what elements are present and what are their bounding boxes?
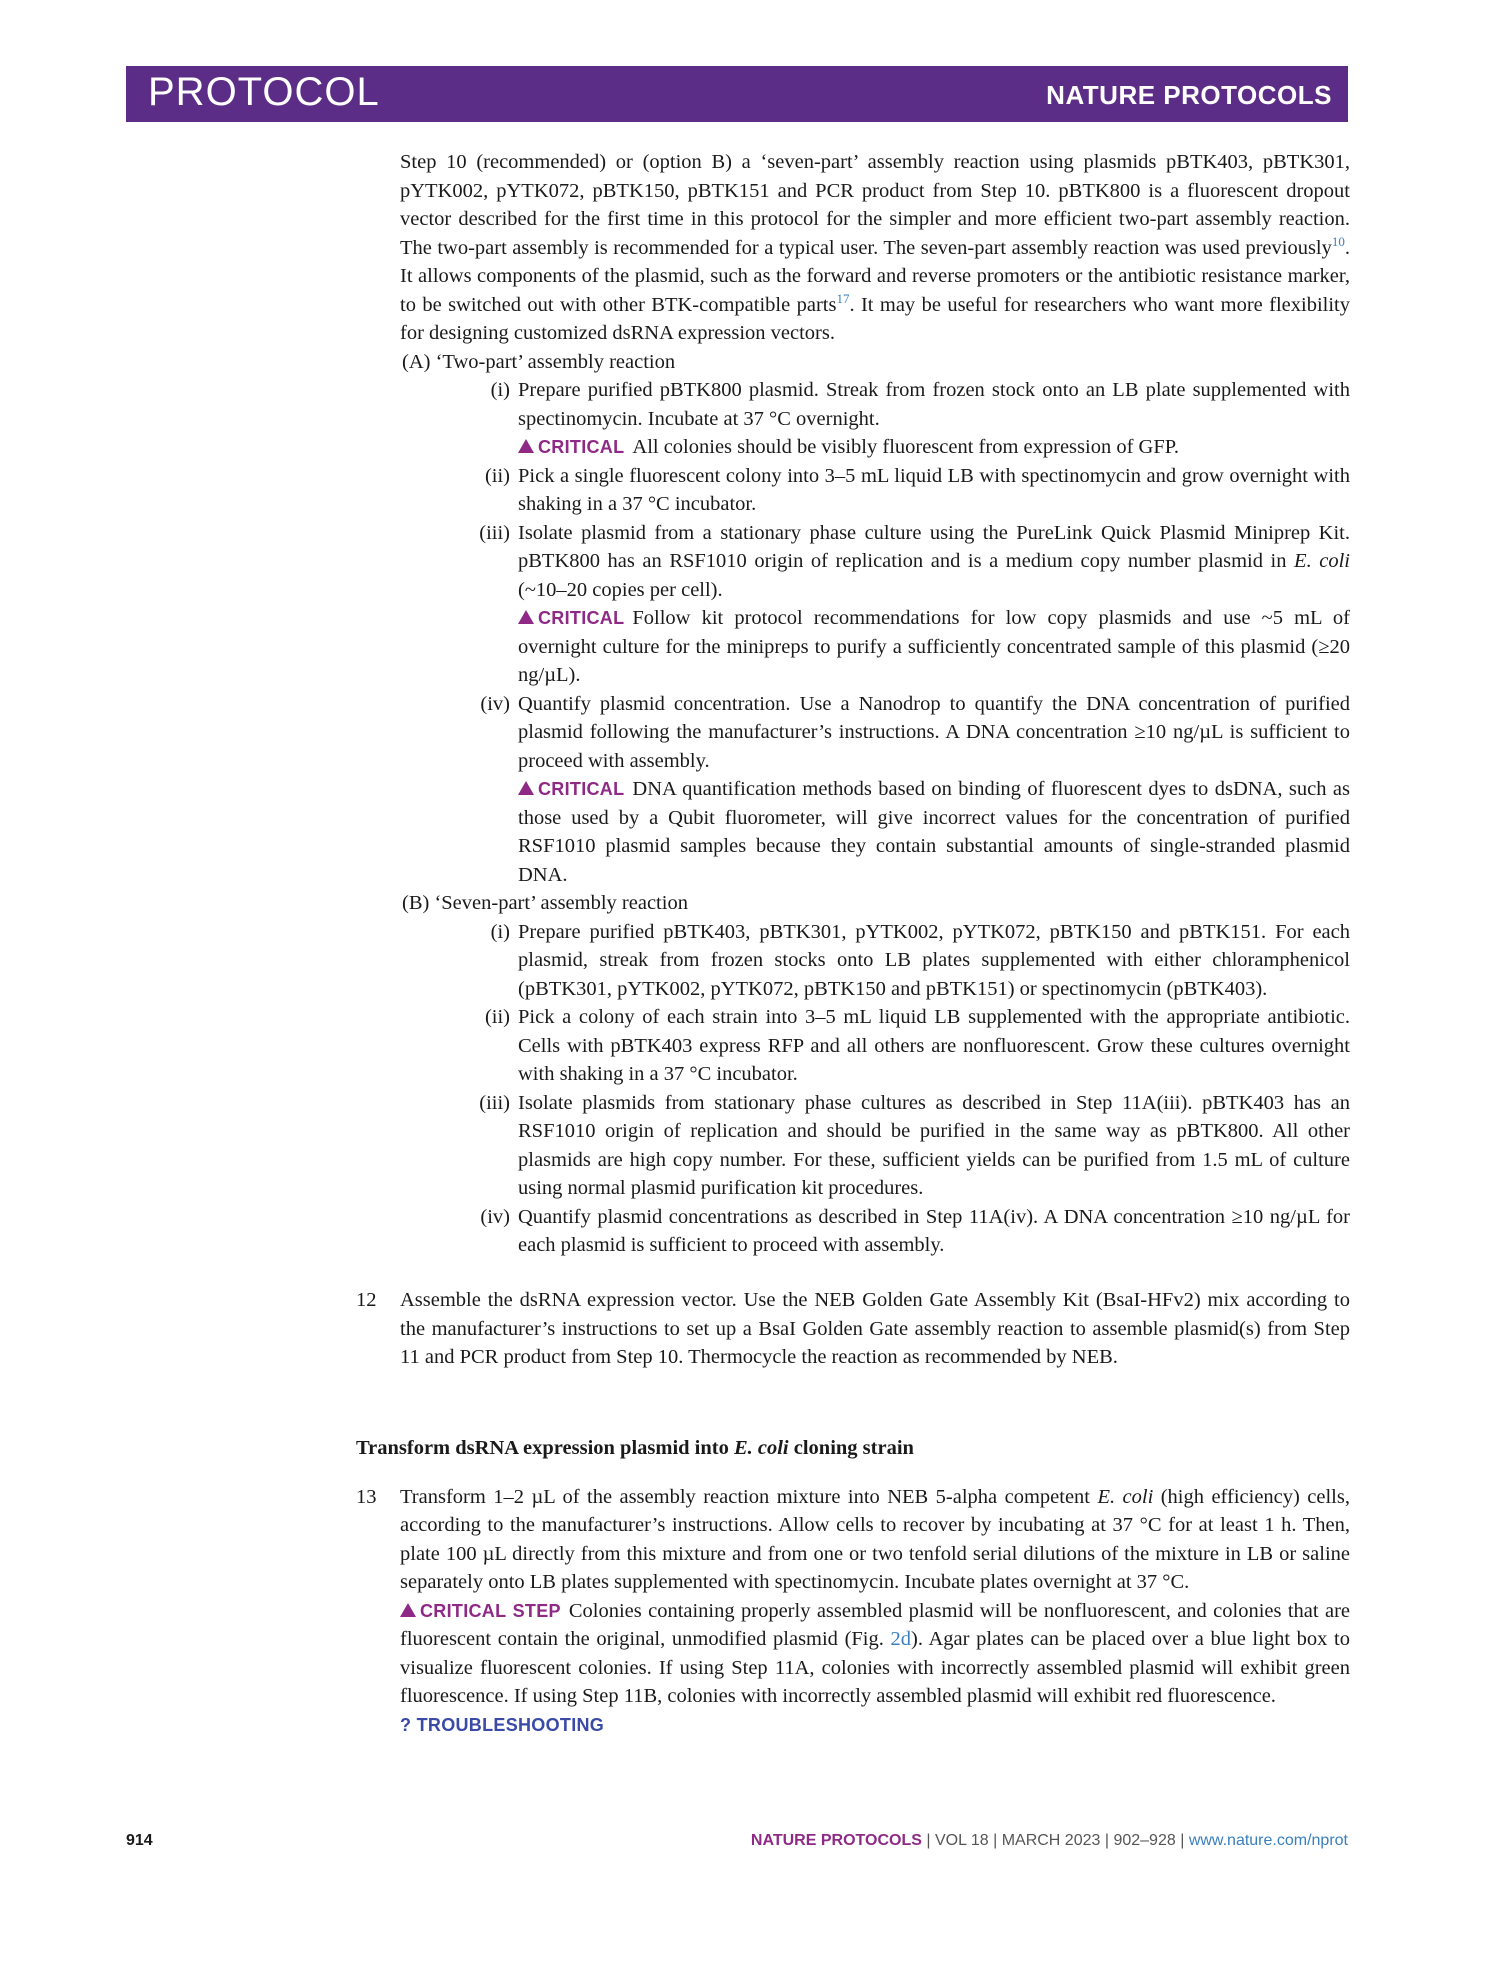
footer-citation [751,1832,1348,1850]
warning-triangle-icon [400,1603,416,1617]
critical-text: Colonies containing properly assembled plasmid will be nonfluorescent, and colonies that are fluorescent contain the original, unmodified plasmid (Fig. [400,1599,1350,1650]
step-12 [356,1286,1350,1372]
step-text: (high efficiency) cells, according to the manufacturer’s instructions. Allow cells to recover by incubating at 37 °C for at least 1 h. Then, plate 100 µL directly from this mixture and from one or two tenfold serial dilutions of the mixture in LB or saline separately onto LB plates supplemented with spectinomycin. Incubate plates overnight at 37 °C. [400,1485,1350,1593]
option-b-step-ii [400,1003,1350,1089]
option-b-heading: (B) ‘Seven-part’ assembly reaction [402,892,688,914]
lower-content [356,1286,1350,1739]
footer-url[interactable]: www.nature.com/nprot [1188,1832,1348,1849]
critical-text: All colonies should be visibly fluorescent from expression of GFP. [632,436,1179,458]
option-b-step-iii [400,1089,1350,1203]
step-text: Pick a single fluorescent colony into 3–5 mL liquid LB with spectinomycin and grow overnight with shaking in a 37 °C incubator. [518,464,1350,515]
troubleshooting-link[interactable]: ? TROUBLESHOOTING [400,1714,605,1735]
step-number: 13 [356,1485,377,1508]
intro-text-1: Step 10 (recommended) or (option B) a ‘seven-part’ assembly reaction using plasmids pBTK403, pBTK301, pYTK002, pYTK072, pBTK150, pBTK151 and PCR product from Step 10. pBTK800 is a fluorescent dropout vector described for the first time in this protocol for the simpler and more efficient two-part assembly reaction. The two-part assembly is recommended for a typical user. The seven-part assembly reaction was used previously [400,151,1350,259]
section-heading [356,1434,1350,1463]
step-text: Assemble the dsRNA expression vector. Use the NEB Golden Gate Assembly Kit (BsaI-HFv2) mix according to the manufacturer’s instructions to set up a BsaI Golden Gate assembly reaction to assemble plasmid(s) from Step 11 and PCR product from Step 10. Thermocycle the reaction as recommended by NEB. [400,1289,1350,1368]
step-number: 12 [356,1289,377,1311]
step-text: (~10–20 copies per cell). [518,578,723,601]
step-number: (ii) [484,464,510,487]
page-number: 914 [126,1832,153,1849]
figure-link[interactable]: 2d [890,1628,911,1650]
critical-step-note [356,1597,1350,1711]
citation-10[interactable]: 10 [1331,233,1345,249]
step-text: Transform 1–2 µL of the assembly reaction mixture into NEB 5-alpha competent [400,1485,1098,1508]
troubleshooting [356,1711,1350,1740]
step-number: (ii) [484,1006,510,1028]
intro-paragraph [400,148,1350,348]
step-number: (iii) [479,1091,510,1114]
critical-note [400,433,1350,462]
species-name: E. coli [733,1436,789,1459]
warning-triangle-icon [518,439,534,453]
header-banner [126,66,1348,122]
species-name: E. coli [1097,1485,1154,1508]
option-b-step-iv [400,1203,1350,1260]
footer-sep: | [993,1832,998,1849]
footer-date: MARCH 2023 [1001,1832,1101,1849]
critical-label: CRITICAL [538,608,625,628]
citation-17[interactable]: 17 [836,290,850,306]
footer-journal: NATURE PROTOCOLS [750,1832,922,1849]
main-content [400,148,1350,1260]
step-number: (i) [490,920,510,943]
step-text: Isolate plasmid from a stationary phase culture using the PureLink Quick Plasmid Miniprep Kit. pBTK800 has an RSF1010 origin of replication and is a medium copy number plasmid in [518,521,1350,572]
footer-sep: | [926,1832,931,1849]
critical-text: ). Agar plates can be placed over a blue light box to visualize fluorescent colonies. If using Step 11A, colonies with incorrectly assembled plasmid will exhibit green fluorescence. If using Step 11B, colonies with incorrectly assembled plasmid will exhibit red fluorescence. [400,1628,1350,1707]
option-a-heading: (A) ‘Two-part’ assembly reaction [402,350,676,373]
step-text: Isolate plasmids from stationary phase cultures as described in Step 11A(iii). pBTK403 has an RSF1010 origin of replication and should be purified in the same way as pBTK800. All other plasmids are high copy number. For these, sufficient yields can be purified from 1.5 mL of culture using normal plasmid purification kit procedures. [518,1091,1350,1199]
step-number: (iv) [480,692,510,715]
intro-text-3: . It may be useful for researchers who want more flexibility for designing customized dsRNA expression vectors. [400,293,1350,344]
critical-note [400,775,1350,889]
warning-triangle-icon [518,610,534,624]
critical-label: CRITICAL [538,779,625,799]
step-text: Quantify plasmid concentrations as described in Step 11A(iv). A DNA concentration ≥10 ng/µL for each plasmid is sufficient to proceed with assembly. [518,1205,1350,1256]
section-label: PROTOCOL [148,70,380,114]
step-number: (iii) [479,521,510,544]
step-number: (iv) [480,1205,510,1228]
step-number: (i) [490,379,510,401]
footer-sep: | [1180,1832,1185,1849]
section-heading-text: Transform dsRNA expression plasmid into [356,1436,734,1459]
option-a-step-i [400,376,1350,433]
step-text: Quantify plasmid concentration. Use a Nanodrop to quantify the DNA concentration of purified plasmid following the manufacturer’s instructions. A DNA concentration ≥10 ng/µL is sufficient to proceed with assembly. [518,692,1350,772]
warning-triangle-icon [518,781,534,795]
option-a-step-iii [400,519,1350,605]
footer-volume: VOL 18 [934,1832,989,1849]
step-text: Prepare purified pBTK800 plasmid. Streak from frozen stock onto an LB plate supplemented with spectinomycin. Incubate at 37 °C overnight. [518,379,1350,430]
footer-pages: 902–928 [1113,1832,1176,1849]
journal-name: NATURE PROTOCOLS [1046,80,1332,110]
critical-text: DNA quantification methods based on binding of fluorescent dyes to dsDNA, such as those used by a Qubit fluorometer, will give incorrect values for the concentration of purified RSF1010 plasmid samples because they contain substantial amounts of single-stranded plasmid DNA. [518,778,1350,886]
section-heading-text: cloning strain [788,1436,914,1459]
footer-sep: | [1104,1832,1109,1849]
step-text: Pick a colony of each strain into 3–5 mL liquid LB supplemented with the appropriate antibiotic. Cells with pBTK403 express RFP and all others are nonfluorescent. Grow these cultures overnight with shaking in a 37 °C incubator. [518,1006,1350,1085]
option-a-step-ii [400,462,1350,519]
critical-note [400,604,1350,690]
option-a-step-iv [400,690,1350,776]
critical-label: CRITICAL [538,437,625,457]
species-name: E. coli [1294,550,1350,572]
intro-text-2: . It allows components of the plasmid, such as the forward and reverse promoters or the antibiotic resistance marker, to be switched out with other BTK-compatible parts [400,236,1350,316]
option-b-step-i [400,918,1350,1004]
critical-text: Follow kit protocol recommendations for low copy plasmids and use ~5 mL of overnight culture for the minipreps to purify a sufficiently concentrated sample of this plasmid (≥20 ng/µL). [518,607,1350,686]
step-13 [356,1483,1350,1597]
step-text: Prepare purified pBTK403, pBTK301, pYTK002, pYTK072, pBTK150 and pBTK151. For each plasmid, streak from frozen stocks onto LB plates supplemented with either chloramphenicol (pBTK301, pYTK002, pYTK072, pBTK150 and pBTK151) or spectinomycin (pBTK403). [518,920,1350,1000]
critical-step-label: CRITICAL STEP [420,1600,561,1621]
